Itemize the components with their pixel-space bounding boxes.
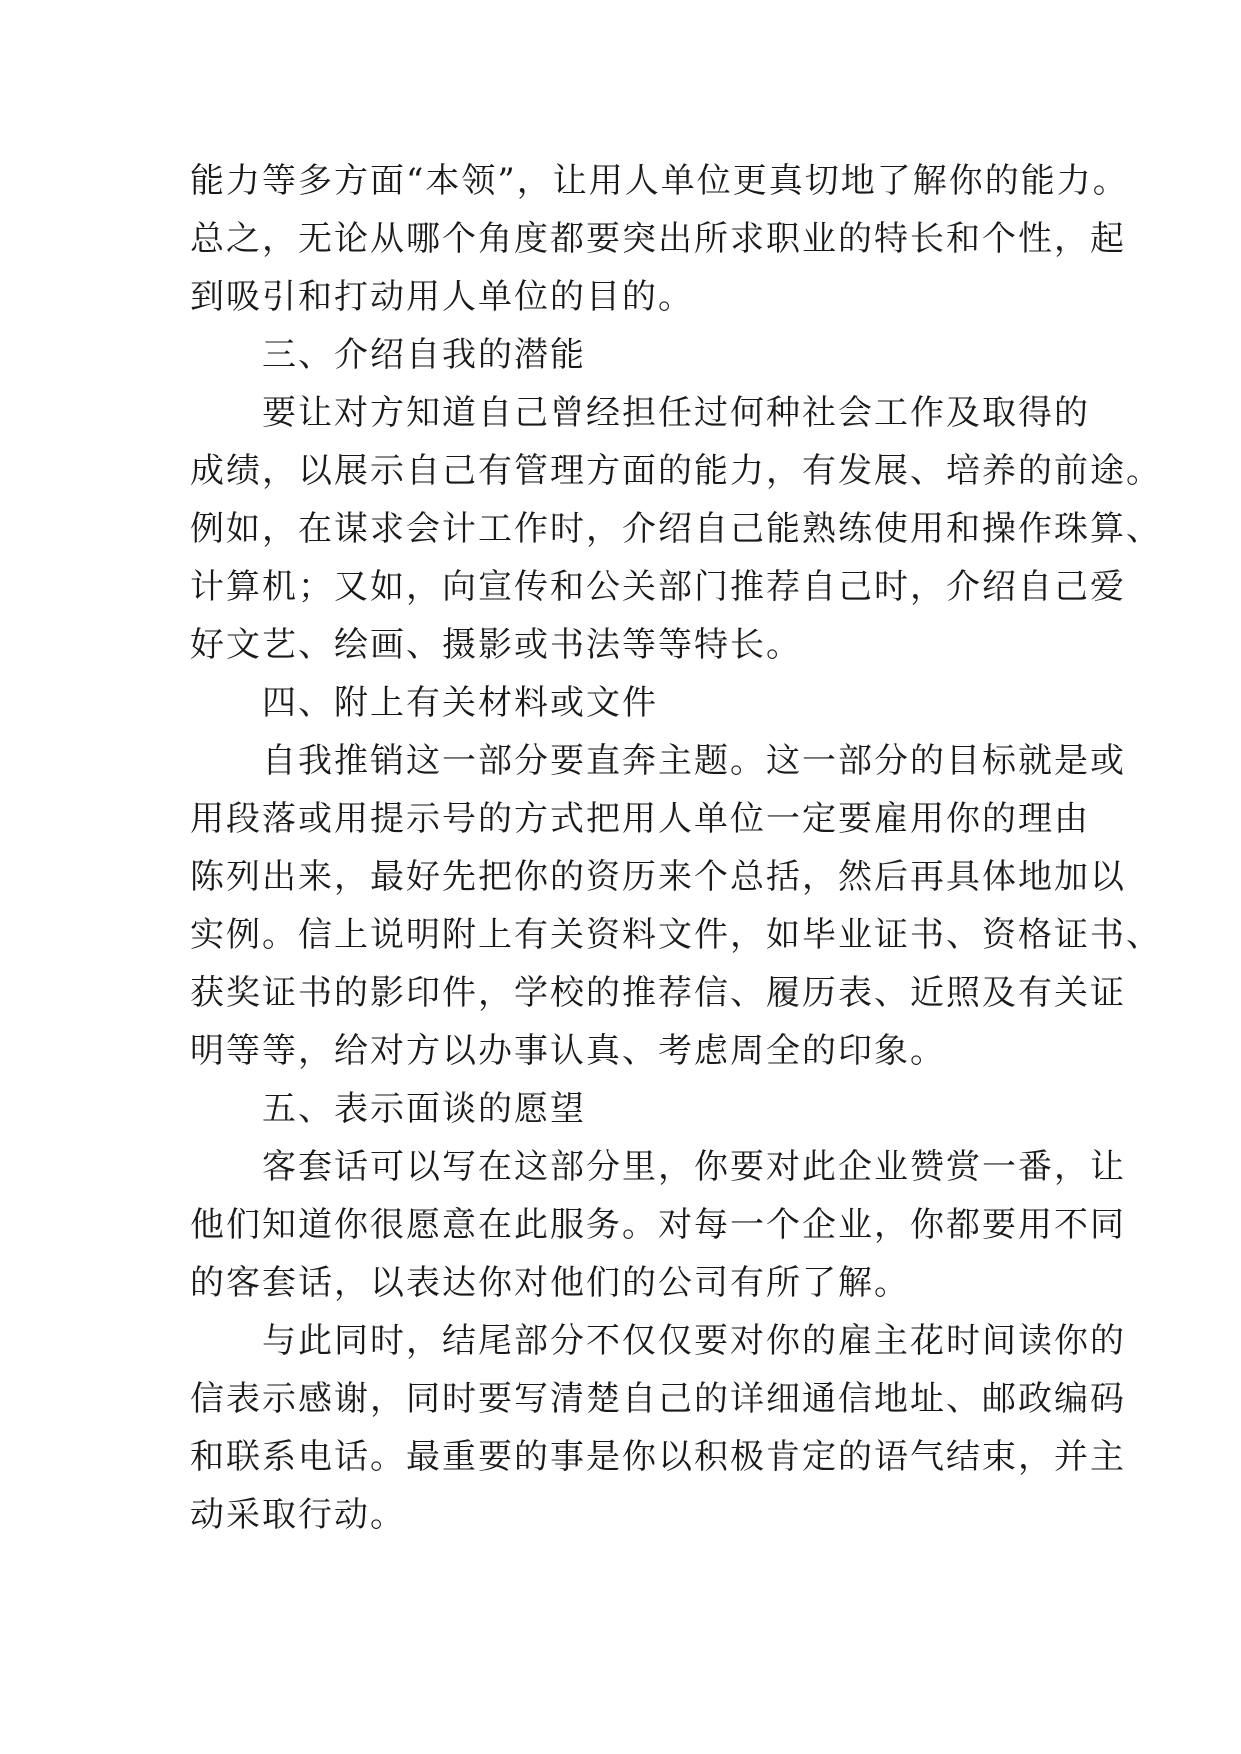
paragraph-first-line: 与此同时，结尾部分不仅仅要对你的雇主花时间读你的	[262, 1321, 1126, 1361]
text-line: 和联系电话。最重要的事是你以积极肯定的语气结束，并主	[190, 1437, 1126, 1477]
text-line: 实例。信上说明附上有关资料文件，如毕业证书、资格证书、	[190, 915, 1162, 955]
text-line: 他们知道你很愿意在此服务。对每一个企业，你都要用不同	[190, 1205, 1126, 1245]
text-line: 陈列出来，最好先把你的资历来个总括，然后再具体地加以	[190, 857, 1126, 897]
text-line: 信表示感谢，同时要写清楚自己的详细通信地址、邮政编码	[190, 1379, 1126, 1419]
section-heading: 三、介绍自我的潜能	[262, 335, 586, 375]
text-line: 获奖证书的影印件，学校的推荐信、履历表、近照及有关证	[190, 973, 1126, 1013]
document-body	[190, 152, 1162, 1544]
text-line: 好文艺、绘画、摄影或书法等等特长。	[190, 625, 802, 665]
text-line: 到吸引和打动用人单位的目的。	[190, 277, 694, 317]
text-line: 能力等多方面“本领”，让用人单位更真切地了解你的能力。	[190, 161, 1129, 201]
text-line: 例如，在谋求会计工作时，介绍自己能熟练使用和操作珠算、	[190, 509, 1162, 549]
section-heading: 四、附上有关材料或文件	[262, 683, 658, 723]
text-line: 的客套话，以表达你对他们的公司有所了解。	[190, 1263, 910, 1303]
text-line: 总之，无论从哪个角度都要突出所求职业的特长和个性，起	[190, 219, 1126, 259]
text-line: 成绩，以展示自己有管理方面的能力，有发展、培养的前途。	[190, 451, 1162, 491]
paragraph-first-line: 自我推销这一部分要直奔主题。这一部分的目标就是或	[262, 741, 1126, 781]
text-line: 用段落或用提示号的方式把用人单位一定要雇用你的理由	[190, 799, 1090, 839]
paragraph-first-line: 客套话可以写在这部分里，你要对此企业赞赏一番，让	[262, 1147, 1126, 1187]
section-heading: 五、表示面谈的愿望	[262, 1089, 586, 1129]
text-line: 动采取行动。	[190, 1495, 406, 1535]
text-line: 计算机；又如，向宣传和公关部门推荐自己时，介绍自己爱	[190, 567, 1126, 607]
text-line: 明等等，给对方以办事认真、考虑周全的印象。	[190, 1031, 946, 1071]
paragraph-first-line: 要让对方知道自己曾经担任过何种社会工作及取得的	[262, 393, 1090, 433]
